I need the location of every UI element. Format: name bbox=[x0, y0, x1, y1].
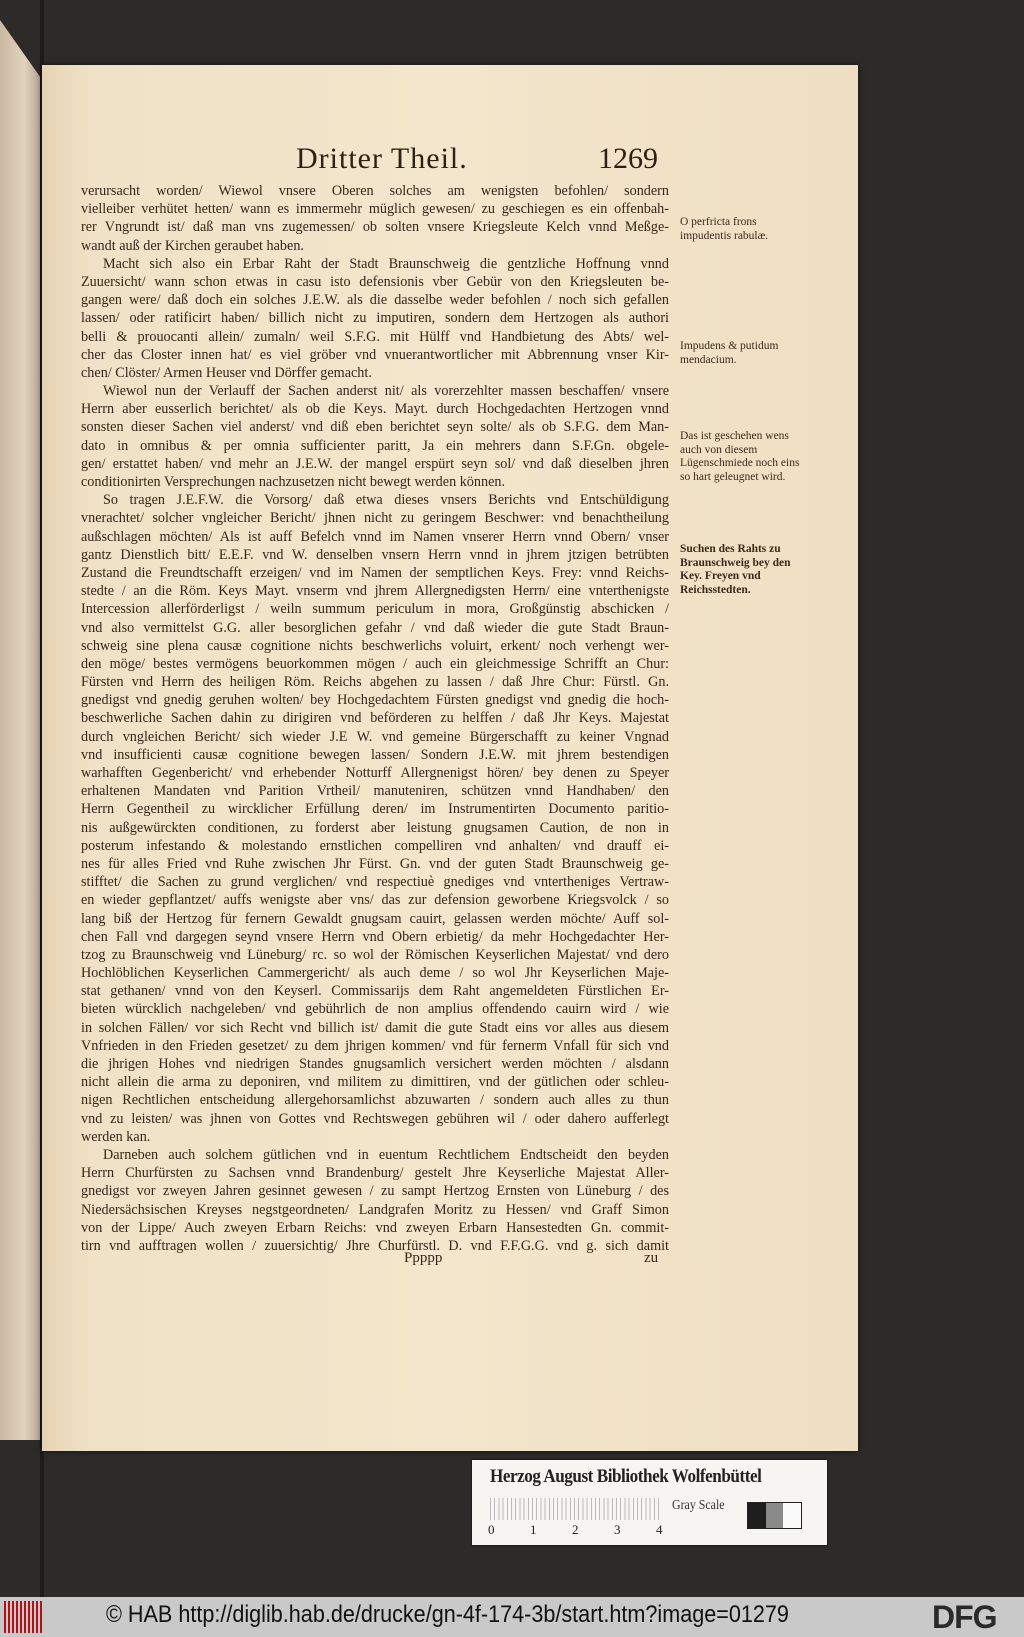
gray-scale-swatch bbox=[747, 1502, 802, 1529]
text-line: gangen were/ daß doch ein solches J.E.W. als die dasselbe weder befohlen / noch sich gefallen bbox=[81, 292, 669, 309]
text-line: gen/ erstattet haben/ vnd mehr an J.E.W. der mangel erspürt seyn sol/ vnd daß dieselben jhren bbox=[81, 455, 669, 472]
text-line: Vnfrieden in den Frieden gesetzet/ zu dem jhrigen kommen/ vnd für fernerm Vnfall für sich vnd bbox=[81, 1037, 669, 1054]
text-line: gantz Dienstlich bitt/ E.E.F. vnd W. denselben vnsern Herrn vnnd in jhrem jtzigen betrübten bbox=[81, 546, 669, 563]
text-line: tirn vnd aufftragen wollen / zuuersichtig/ Jhre Churfürstl. D. vnd F.F.G.G. vnd g. sich damit bbox=[81, 1237, 669, 1254]
text-line: Darneben auch solchem gütlichen vnd in euentum Rechtlichem Endtscheidt den beyden bbox=[103, 1146, 669, 1163]
text-line: nis außgewürckten conditionen, zu forderst aber leistung gnugsamen Caution, de non in bbox=[81, 819, 669, 836]
text-line: Intercession allerförderligst / weiln summum periculum in mora, Großgünstig abschicken / bbox=[81, 601, 669, 618]
text-line: belli & prouocanti allein/ zumaln/ weil S.F.G. mit Hülff vnd Handbietung des Abts/ wel- bbox=[81, 328, 669, 345]
text-line: nicht allein die arma zu deponiren, vnd militem zu dimittiren, vnd der gütlichen oder schleu- bbox=[81, 1074, 669, 1091]
text-line: von der Lippe/ Auch zweyen Erbarn Reichs: vnd zweyen Erbarn Hansestedten Gn. commit- bbox=[81, 1219, 669, 1236]
text-line: die jhrigen Hohes vnd niedrigen Standes gnugsamlich versichert werden möchten / alsdann bbox=[81, 1056, 669, 1072]
text-line: lassen/ oder ratificirt haben/ billich nicht zu imputiren, sondern dem Hertzogen als authori bbox=[81, 310, 669, 327]
gray-scale-label: Gray Scale bbox=[672, 1498, 725, 1513]
text-line: Herrn Churfürsten zu Sachsen vnnd Brandenburg/ gestelt Jhre Keyserliche Majestat Aller- bbox=[81, 1165, 669, 1182]
ruler-tick-label: 1 bbox=[530, 1522, 537, 1537]
ruler-tick-label: 3 bbox=[614, 1522, 621, 1537]
margin-note: Impudens & putidum mendacium. bbox=[680, 340, 779, 366]
text-line: cher das Closter innen hat/ es viel gröber vnd vnuerantwortlicher mit Abbrennung vnser Kir- bbox=[81, 346, 669, 363]
library-name: Herzog August Bibliothek Wolfenbüttel bbox=[490, 1466, 762, 1487]
text-line: wandt auß der Kirchen geraubet haben. bbox=[81, 237, 304, 254]
text-line: in solchen Fällen/ vor sich Recht vnd billich ist/ damit die gute Stadt eins vor alles aus diesem bbox=[81, 1019, 669, 1036]
page-number: 1269 bbox=[598, 142, 658, 175]
text-line: vnd also vermittelst G.G. aller besorglichen gefahr / vnd daß wieder die gute Stadt Braun- bbox=[81, 619, 669, 636]
margin-note: O perfricta frons impudentis rabulæ. bbox=[680, 216, 769, 242]
text-line: bieten würcklich nachgeleben/ vnd gebührlich de non amplius offendendo cauirn wird / wie bbox=[81, 1001, 669, 1018]
ruler-scale bbox=[490, 1498, 660, 1520]
catchword: zu bbox=[644, 1250, 659, 1266]
text-line: Herrn aber eusserlich berichtet/ als ob die Keys. Mayt. durch Hochgedachten Hertzogen vnnd bbox=[81, 401, 669, 418]
text-line: vnd insufficienti causæ cognitione bewegen lassen/ Sondern J.E.W. mit jhrem bestendigen bbox=[81, 746, 669, 763]
margin-note: Das ist geschehen wens auch von diesem Lügenschmiede noch eins so hart geleugnet wird. bbox=[680, 430, 800, 483]
text-line: stifftet/ die Sachen zu grund verglichen/ vnd respectiuè gnediges vnd vntertheniges Vertraw- bbox=[81, 874, 669, 891]
text-line: stat gethanen/ vnnd von den Keyserl. Commissarijs dem Raht angemeldeten Fürstlichen Er- bbox=[81, 983, 669, 1000]
text-line: warhafften Gegenbericht/ vnd erhebender Notturff Allergnenigst hören/ bey denen zu Speyer bbox=[81, 765, 669, 781]
signature-mark: Ppppp bbox=[404, 1250, 443, 1266]
body-text bbox=[81, 182, 669, 1255]
text-line: durch vngleichen Bericht/ sich wieder J.E W. vnd gemeine Bürgerschafft zu keiner Vngnad bbox=[81, 728, 669, 745]
text-line: conditionirten Versprechungen nachzusetzen nicht bewegt werden können. bbox=[81, 474, 506, 490]
text-line: werden kan. bbox=[81, 1128, 151, 1145]
text-line: vnd zu leisten/ was jhnen von Gottes vnd Rechtswegen gebühren wil / oder dahero aufferlegt bbox=[81, 1110, 669, 1127]
text-line: chen Fall vnd dargegen seynd vnsere Herrn vnd Obern erbietig/ da mehr Hochgedachter Her- bbox=[81, 928, 669, 945]
text-line: tzog zu Braunschweig vnd Lüneburg/ rc. so wol der Römischen Keyserlichen Majestat/ vnd dero bbox=[81, 946, 669, 963]
text-line: rer Vngrundt ist/ daß man vns zugemessen/ ob solten vnsere Kriegsleute Kelch vnnd Meßge- bbox=[81, 219, 669, 236]
text-line: stedte / an die Röm. Keys Mayt. vnserm vnd jhrem Allergnedigsten Herrn/ eine vnterthenigste bbox=[81, 583, 669, 600]
text-line: außschlagen möchten/ Als ist auff Befelch vnnd im Namen vnserer Herrn vnnd Obern/ vnser bbox=[81, 528, 669, 545]
ruler-tick-label: 2 bbox=[572, 1522, 579, 1537]
text-line: vielleiber verhütet hetten/ wann es immermehr müglich gewesen/ zu geschiegen es ein offenbah- bbox=[81, 201, 669, 218]
ruler-tick-label: 0 bbox=[488, 1522, 495, 1537]
text-line: beschwerliche Sachen dahin zu dirigiren vnd beförderen zu helffen / daß Jhr Keys. Majestat bbox=[81, 710, 669, 727]
text-line: en wieder gepflantzet/ auffs wenigste aber vns/ das zur defension geworbene Kriegsvolck / so bbox=[81, 892, 669, 909]
hab-logo-icon bbox=[4, 1601, 44, 1633]
dfg-logo: DFG bbox=[932, 1599, 997, 1635]
text-line: Niedersächsischen Kreyses negstgeordneten/ Landgrafen Moritz zu Hessen/ vnd Graff Simon bbox=[81, 1201, 669, 1218]
copyright-url[interactable]: © HAB http://diglib.hab.de/drucke/gn-4f-174-3b/start.htm?image=01279 bbox=[106, 1601, 789, 1628]
text-line: nes für alles Fried vnd Ruhe zwischen Jhr Fürst. Gn. vnd der guten Stadt Braunschweig ge- bbox=[81, 855, 669, 872]
text-line: erhaltenen Mandaten vnd Parition Vrtheil/ manuteniren, schützen vnnd Handhaben/ den bbox=[81, 783, 669, 800]
text-line: chen/ Clöster/ Armen Heuser vnd Dörffer gemacht. bbox=[81, 364, 372, 381]
text-line: posterum infestando & molestando ernstlichen compelliren vnd anhalten/ vnd drauff ei- bbox=[81, 837, 669, 854]
text-line: Wiewol nun der Verlauff der Sachen anderst nit/ als vorerzehlter massen beschaffen/ vnsere bbox=[103, 383, 669, 400]
text-line: Fürsten vnd Herrn des heiligen Röm. Reichs abgehen zu lassen / daß Jhre Chur: Fürstl. Gn. bbox=[81, 674, 669, 691]
text-line: verursacht worden/ Wiewol vnsere Oberen solches am wenigsten befohlen/ sondern bbox=[81, 183, 669, 199]
text-line: den möge/ bestes vermögens beuorkommen mögen / auch ein gleichmessige Schrifft an Chur: bbox=[81, 655, 669, 672]
previous-page-edge bbox=[0, 20, 40, 1440]
text-line: vnerachtet/ solcher vngleicher Bericht/ jhnen nicht zu geringem Beschwer: vnd benachtheilung bbox=[81, 510, 669, 527]
text-line: lang biß der Hertzog für fernern Gewaldt gnugsam cauirt, gelassen werden möchte/ Auff sol- bbox=[81, 910, 669, 927]
ruler-tick-label: 4 bbox=[656, 1522, 663, 1537]
text-line: Zuuersicht/ wann schon etwas in casu isto defensionis vber Gebür von den Kriegsleuten be- bbox=[81, 273, 669, 290]
text-line: Macht sich also ein Erbar Raht der Stadt Braunschweig die gentzliche Hoffnung vnnd bbox=[103, 255, 669, 272]
margin-note: Suchen des Rahts zu Braunschweig bey den Key. Freyen vnd Reichsstedten. bbox=[680, 543, 791, 596]
running-header-title: Dritter Theil. bbox=[296, 142, 468, 175]
text-line: schweig sine plena causæ cognitione nichts beschwerlichs voluirt, erkent/ noch verhengt wer- bbox=[81, 637, 669, 654]
text-line: Hochlöblichen Keyserlichen Cammergericht/ als auch deme / so wol Jhr Keyserlichen Maje- bbox=[81, 965, 669, 982]
text-line: gnedigst vnd gnedig geruhen wolten/ bey Hochgedachtem Fürsten gnedigst vnd gnedig die hoch- bbox=[81, 692, 669, 709]
text-line: So tragen J.E.F.W. die Vorsorg/ daß etwa dieses vnsers Berichts vnd Entschüldigung bbox=[103, 492, 669, 509]
footer-bar bbox=[0, 1597, 1024, 1637]
text-line: nigen Rechtlichen entscheidung allergehorsamlichst abzuwarten / sondern auch alles zu thun bbox=[81, 1092, 669, 1109]
text-line: dato in omnibus & per omnia sufficienter paritt, Ja ein mehrers dann S.F.Gn. obgele- bbox=[81, 437, 669, 454]
text-line: Herrn Gegentheil zu wircklicher Erfüllung deren/ im Instrumentirten Documento paritio- bbox=[81, 801, 669, 818]
text-line: Zustand die Freundtschafft erzeigen/ vnd im Namen der semptlichen Keys. Frey: vnnd Reichs- bbox=[81, 564, 669, 581]
color-reference-card bbox=[472, 1460, 827, 1545]
text-line: sonsten dieser Sachen viel anderst/ vnd diß eben berichtet seyn solte/ als ob S.F.G. dem Man- bbox=[81, 419, 669, 436]
text-line: gnedigst vor zweyen Jahren gesinnet gewesen / zu sampt Hertzog Ernsten von Lüneburg / des bbox=[81, 1183, 669, 1200]
